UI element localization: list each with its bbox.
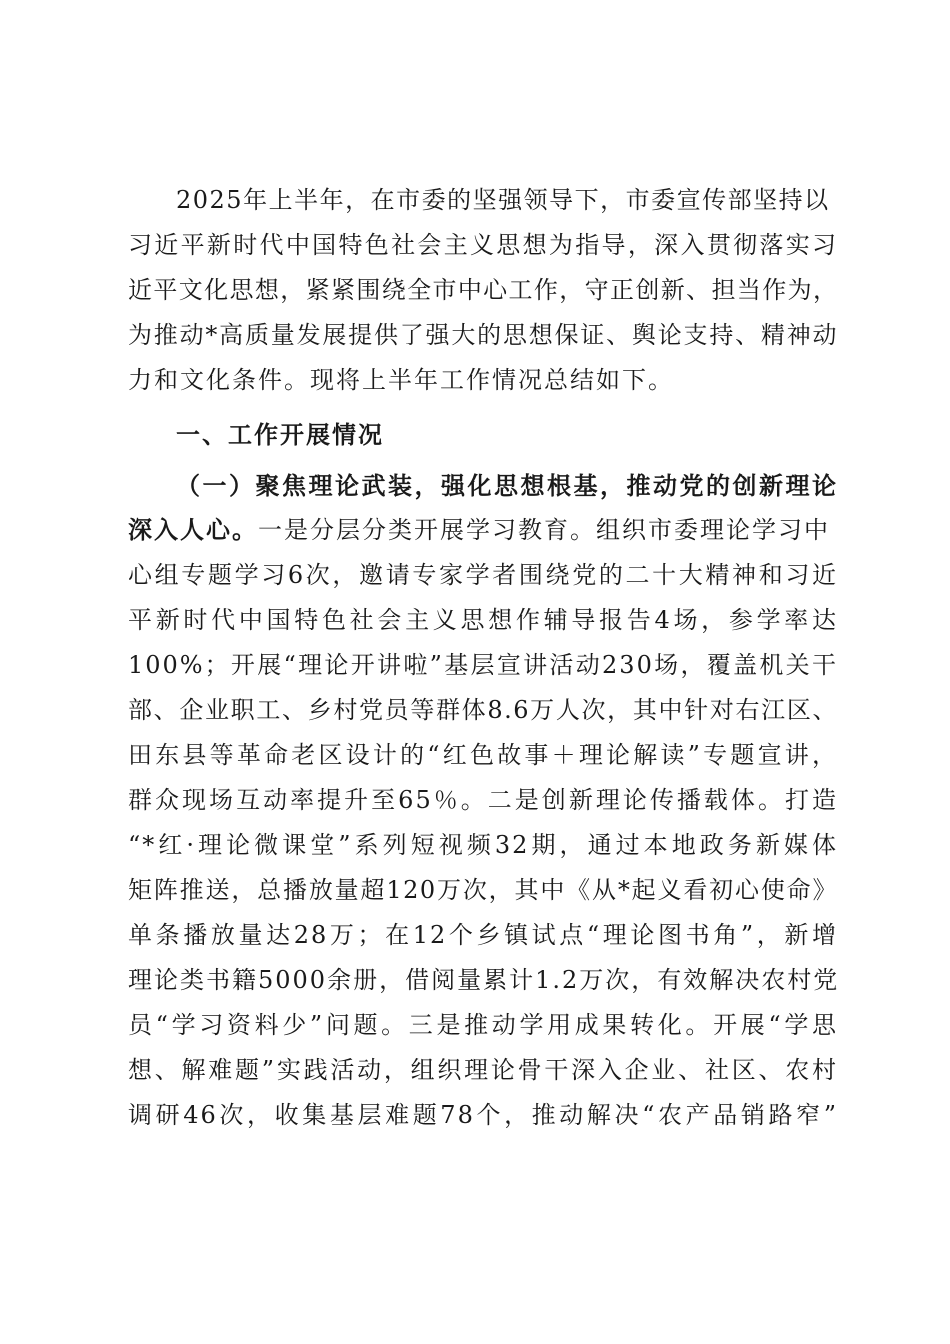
body-line-3: 100%；开展“理论开讲啦”基层宣讲活动230场，覆盖机关干 [128,651,838,679]
intro-line-3: 近平文化思想，紧紧围绕全市中心工作，守正创新、担当作为， [128,276,838,304]
intro-line-2: 习近平新时代中国特色社会主义思想为指导，深入贯彻落实习 [128,231,838,259]
body-line-9: 单条播放量达28万；在12个乡镇试点“理论图书角”，新增 [128,921,838,949]
intro-line-1: 2025年上半年，在市委的坚强领导下，市委宣传部坚持以 [176,186,830,214]
subheading-line-2 [128,510,838,550]
body-line-12: 想、解难题”实践活动，组织理论骨干深入企业、社区、农村 [128,1056,838,1084]
body-line-5: 田东县等革命老区设计的“红色故事＋理论解读”专题宣讲， [128,741,838,769]
body-line-2: 平新时代中国特色社会主义思想作辅导报告4场，参学率达 [128,606,838,634]
body-line-4: 部、企业职工、乡村党员等群体8.6万人次，其中针对右江区、 [128,696,838,724]
intro-line-5: 力和文化条件。现将上半年工作情况总结如下。 [128,366,674,394]
body-line-8: 矩阵推送，总播放量超120万次，其中《从*起义看初心使命》 [128,876,838,904]
subheading-line-1: （一）聚焦理论武装，强化思想根基，推动党的创新理论 [176,471,838,500]
body-line-13: 调研46次，收集基层难题78个，推动解决“农产品销路窄” [128,1101,838,1129]
body-line-1: 心组专题学习6次，邀请专家学者围绕党的二十大精神和习近 [128,561,838,589]
body-line-6: 群众现场互动率提升至65％。二是创新理论传播载体。打造 [128,786,838,814]
body-line-7: “*红·理论微课堂”系列短视频32期，通过本地政务新媒体 [128,831,838,859]
subheading-tail: 深入人心。 [128,515,258,544]
body-line-11: 员“学习资料少”问题。三是推动学用成果转化。开展“学思 [128,1011,838,1039]
subheading-rest: 一是分层分类开展学习教育。组织市委理论学习中 [258,516,830,544]
section-heading: 一、工作开展情况 [176,420,384,449]
body-line-10: 理论类书籍5000余册，借阅量累计1.2万次，有效解决农村党 [128,966,840,994]
intro-line-4: 为推动*高质量发展提供了强大的思想保证、舆论支持、精神动 [128,321,838,349]
